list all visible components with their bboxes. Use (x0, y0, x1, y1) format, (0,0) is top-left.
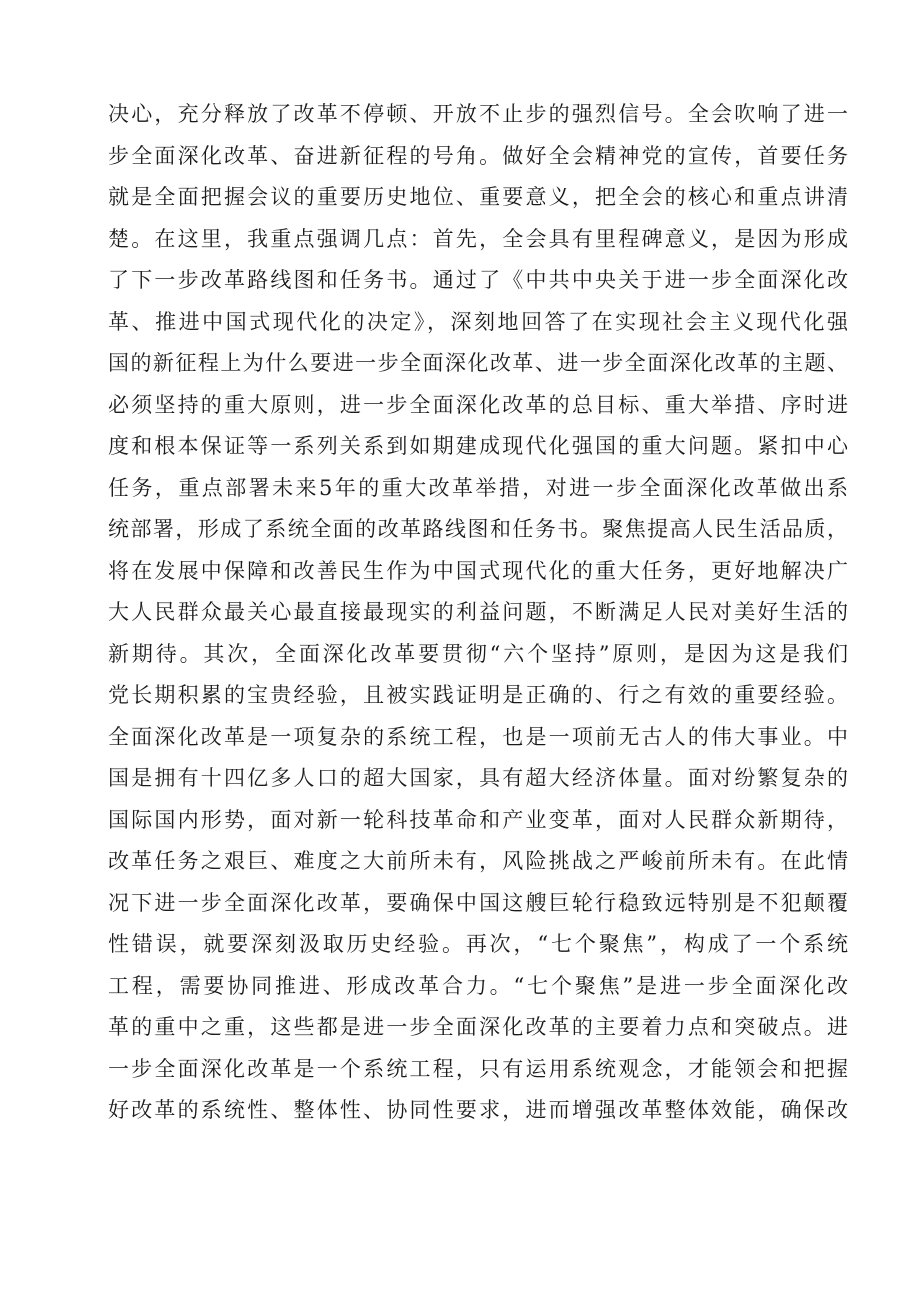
text-line: 革的重中之重，这些都是进一步全面深化改革的主要着力点和突破点。进 (108, 1015, 848, 1039)
text-line: 就是全面把握会议的重要历史地位、重要意义，把全会的核心和重点讲清 (108, 185, 848, 209)
text-line: 工程，需要协同推进、形成改革合力。“七个聚焦”是进一步全面深化改 (108, 973, 848, 998)
text-line: 好改革的系统性、整体性、协同性要求，进而增强改革整体效能，确保改 (108, 1098, 848, 1122)
text-line: 性错误，就要深刻汲取历史经验。再次，“七个聚焦”，构成了一个系统 (108, 932, 848, 956)
text-line: 革、推进中国式现代化的决定》，深刻地回答了在实现社会主义现代化强 (108, 309, 848, 334)
text-line: 楚。在这里，我重点强调几点：首先，全会具有里程碑意义，是因为形成 (108, 226, 848, 251)
text-line: 了下一步改革路线图和任务书。通过了《中共中央关于进一步全面深化改 (108, 268, 848, 292)
text-line: 度和根本保证等一系列关系到如期建成现代化强国的重大问题。紧扣中心 (108, 434, 848, 458)
text-line: 况下进一步全面深化改革，要确保中国这艘巨轮行稳致远特别是不犯颠覆 (108, 890, 848, 915)
text-line: 统部署，形成了系统全面的改革路线图和任务书。聚焦提高人民生活品质， (108, 517, 848, 541)
text-line: 步全面深化改革、奋进新征程的号角。做好全会精神党的宣传，首要任务 (108, 143, 848, 168)
text-line: 党长期积累的宝贵经验，且被实践证明是正确的、行之有效的重要经验。 (108, 683, 848, 707)
text-line: 必须坚持的重大原则，进一步全面深化改革的总目标、重大举措、序时进 (108, 392, 848, 417)
text-line: 决心，充分释放了改革不停顿、开放不止步的强烈信号。全会吹响了进一 (108, 102, 848, 126)
text-line: 任务，重点部署未来5年的重大改革举措，对进一步全面深化改革做出系 (108, 475, 848, 500)
text-line: 一步全面深化改革是一个系统工程，只有运用系统观念，才能领会和把握 (108, 1056, 848, 1081)
text-line: 国的新征程上为什么要进一步全面深化改革、进一步全面深化改革的主题、 (108, 351, 848, 375)
text-line: 全面深化改革是一项复杂的系统工程，也是一项前无古人的伟大事业。中 (108, 724, 848, 749)
body-paragraph (108, 94, 848, 1132)
text-line: 将在发展中保障和改善民生作为中国式现代化的重大任务，更好地解决广 (108, 558, 848, 583)
text-line: 国际国内形势，面对新一轮科技革命和产业变革，面对人民群众新期待， (108, 807, 848, 832)
text-line: 大人民群众最关心最直接最现实的利益问题，不断满足人民对美好生活的 (108, 600, 848, 624)
text-line: 新期待。其次，全面深化改革要贯彻“六个坚持”原则，是因为这是我们 (108, 641, 848, 666)
text-line: 国是拥有十四亿多人口的超大国家，具有超大经济体量。面对纷繁复杂的 (108, 766, 848, 790)
text-line: 改革任务之艰巨、难度之大前所未有，风险挑战之严峻前所未有。在此情 (108, 849, 848, 873)
